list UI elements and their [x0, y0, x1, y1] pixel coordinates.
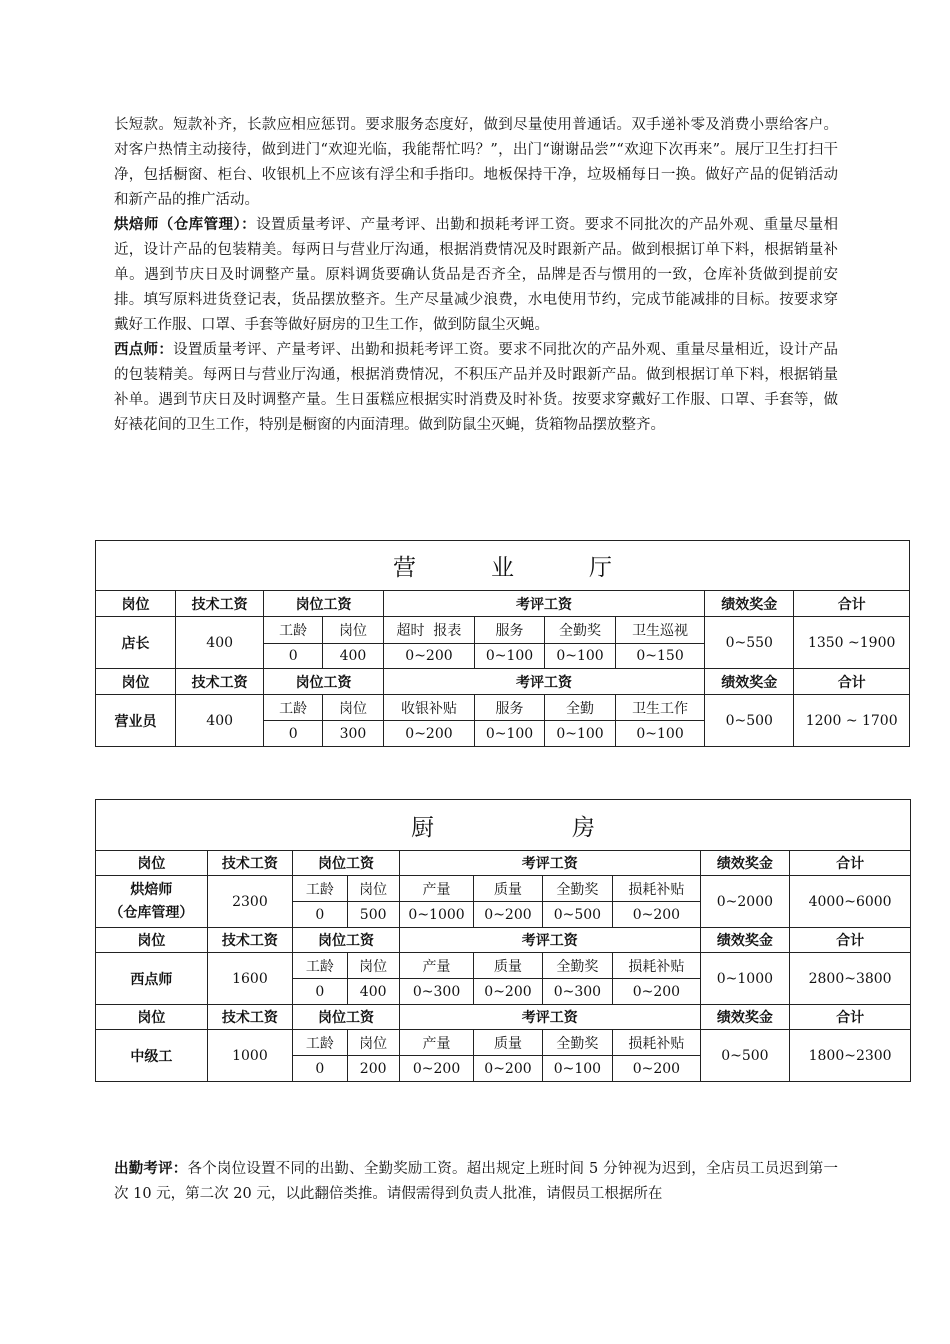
row-total: 2800~3800: [790, 953, 911, 1005]
sub-value: 0~100: [542, 1056, 612, 1082]
sub-value: 0~100: [475, 644, 545, 669]
row-position-line2: （仓库管理）: [109, 904, 194, 921]
header-tech-wage: 技术工资: [176, 669, 264, 695]
row-bonus: 0~550: [705, 617, 794, 669]
sub-label: 岗位: [347, 953, 399, 979]
sub-value: 0~100: [545, 644, 616, 669]
sub-label: 岗位: [347, 876, 399, 902]
kitchen-title-char: 厨: [411, 814, 434, 841]
paragraph-service: 长短款。短款补齐，长款应相应惩罚。要求服务态度好，做到尽量使用普通话。双手递补零及消费小票给客户。对客户热情主动接待，做到进门“欢迎光临，我能帮忙吗？”，出门“谢谢品尝”“欢迎下次再来”。展厅卫生打扫干净，包括橱窗、柜台、收银机上不应该有浮尘和手指印。地板保持干净，垃圾桶每日一换。做好产品的促销活动和新产品的推广活动。: [114, 117, 838, 208]
sub-value: 0~200: [474, 979, 542, 1005]
header-total: 合计: [790, 1005, 911, 1030]
sub-label: 质量: [474, 1030, 542, 1056]
sub-value: 0~500: [542, 902, 612, 928]
row-position: 店长: [96, 617, 176, 669]
sub-value: 0~200: [613, 902, 701, 928]
paragraph-pastry-text: 设置质量考评、产量考评、出勤和损耗考评工资。要求不同批次的产品外观、重量尽量相近，设计产品的包装精美。每两日与营业厅沟通，根据消费情况，不积压产品并及时跟新产品。做到根据订单下料，根据销量补单。遇到节庆日及时调整产量。生日蛋糕应根据实时消费及时补货。按要求穿戴好工作服、口罩、手套等，做好裱花间的卫生工作，特别是橱窗的内面清理。做到防鼠尘灭蝇，货箱物品摆放整齐。: [114, 342, 838, 433]
row-total: 1350 ~1900: [794, 617, 910, 669]
sub-label: 工龄: [264, 617, 323, 644]
sub-value: 500: [347, 902, 399, 928]
row-tech-wage: 2300: [207, 876, 293, 928]
sub-label: 产量: [399, 953, 473, 979]
sub-value: 0: [293, 979, 347, 1005]
header-bonus: 绩效奖金: [700, 1005, 790, 1030]
sub-label: 损耗补贴: [613, 1030, 701, 1056]
sub-label: 卫生工作: [615, 695, 704, 721]
hall-title-char: 营: [393, 555, 416, 581]
header-bonus: 绩效奖金: [705, 591, 794, 617]
row-total: 4000~6000: [790, 876, 911, 928]
header-position: 岗位: [96, 669, 176, 695]
header-post-wage: 岗位工资: [264, 591, 384, 617]
row-total: 1200 ~ 1700: [794, 695, 910, 747]
header-post-wage: 岗位工资: [293, 928, 400, 953]
sub-value: 0~200: [383, 721, 474, 747]
sub-value: 0: [264, 644, 323, 669]
sub-label: 工龄: [293, 1030, 347, 1056]
sub-value: 0: [293, 902, 347, 928]
header-total: 合计: [794, 591, 910, 617]
sub-label: 岗位: [347, 1030, 399, 1056]
sub-label: 岗位: [323, 617, 384, 644]
row-tech-wage: 400: [176, 695, 264, 747]
header-tech-wage: 技术工资: [176, 591, 264, 617]
header-post-wage: 岗位工资: [293, 851, 400, 876]
sub-label: 工龄: [264, 695, 323, 721]
sub-value: 400: [323, 644, 384, 669]
sub-value: 0~200: [474, 902, 542, 928]
sub-value: 0~150: [615, 644, 704, 669]
sub-value: 0~300: [399, 979, 473, 1005]
paragraph-baker-text: 设置质量考评、产量考评、出勤和损耗考评工资。要求不同批次的产品外观、重量尽量相近，设计产品的包装精美。每两日与营业厅沟通，根据消费情况及时跟新产品。做到根据订单下料，根据销量补单。遇到节庆日及时调整产量。原料调货要确认货品是否齐全，品牌是否与惯用的一致，仓库补货做到提前安排。填写原料进货登记表，货品摆放整齐。生产尽量减少浪费，水电使用节约，完成节能减排的目标。按要求穿戴好工作服、口罩、手套等做好厨房的卫生工作，做到防鼠尘灭蝇。: [114, 217, 839, 333]
header-position: 岗位: [96, 928, 208, 953]
header-total: 合计: [794, 669, 910, 695]
sub-label: 收银补贴: [383, 695, 474, 721]
kitchen-salary-table: [95, 799, 911, 1082]
paragraph-pastry-label: 西点师：: [114, 342, 174, 358]
header-total: 合计: [790, 851, 911, 876]
header-eval-wage: 考评工资: [399, 851, 700, 876]
header-position: 岗位: [96, 591, 176, 617]
hall-table-title: [96, 541, 910, 591]
sub-label: 损耗补贴: [613, 953, 701, 979]
header-post-wage: 岗位工资: [264, 669, 384, 695]
hall-title-char: 业: [491, 555, 514, 581]
hall-title-char: 厅: [589, 555, 612, 581]
sub-label: 全勤: [545, 695, 616, 721]
sub-label: 卫生巡视: [615, 617, 704, 644]
row-tech-wage: 1000: [207, 1030, 293, 1082]
sub-label: 服务: [475, 617, 545, 644]
header-post-wage: 岗位工资: [293, 1005, 400, 1030]
header-tech-wage: 技术工资: [207, 851, 293, 876]
kitchen-title-char: 房: [572, 814, 595, 841]
sub-label: 超时 报表: [383, 617, 474, 644]
sub-label: 损耗补贴: [613, 876, 701, 902]
sub-value: 300: [323, 721, 384, 747]
sub-label: 全勤奖: [542, 876, 612, 902]
kitchen-table-title: [96, 800, 911, 851]
header-eval-wage: 考评工资: [399, 1005, 700, 1030]
sub-value: 0~200: [613, 979, 701, 1005]
sub-value: 0~200: [399, 1056, 473, 1082]
sub-value: 0: [293, 1056, 347, 1082]
sub-label: 产量: [399, 1030, 473, 1056]
row-position: 营业员: [96, 695, 176, 747]
row-bonus: 0~2000: [700, 876, 790, 928]
body-text: [114, 113, 838, 438]
sub-label: 工龄: [293, 953, 347, 979]
paragraph-baker: [114, 213, 838, 338]
paragraph-attendance-label: 出勤考评：: [114, 1161, 188, 1177]
sub-value: 0~200: [613, 1056, 701, 1082]
paragraph-attendance: [114, 1157, 838, 1207]
header-tech-wage: 技术工资: [207, 1005, 293, 1030]
header-position: 岗位: [96, 851, 208, 876]
sub-value: 200: [347, 1056, 399, 1082]
row-position-line1: 烘焙师: [130, 881, 173, 898]
sub-value: 0~1000: [399, 902, 473, 928]
paragraph-baker-label: 烘焙师（仓库管理）：: [114, 217, 257, 233]
sub-label: 全勤奖: [545, 617, 616, 644]
sub-label: 服务: [475, 695, 545, 721]
hall-salary-table: [95, 540, 910, 747]
sub-value: 0~200: [383, 644, 474, 669]
sub-value: 0: [264, 721, 323, 747]
header-eval-wage: 考评工资: [383, 669, 704, 695]
header-bonus: 绩效奖金: [700, 851, 790, 876]
header-total: 合计: [790, 928, 911, 953]
sub-value: 0~300: [542, 979, 612, 1005]
header-bonus: 绩效奖金: [705, 669, 794, 695]
row-position: 西点师: [96, 953, 208, 1005]
header-tech-wage: 技术工资: [207, 928, 293, 953]
paragraph-pastry: [114, 338, 838, 438]
paragraph-attendance-text: 各个岗位设置不同的出勤、全勤奖励工资。超出规定上班时间 5 分钟视为迟到，全店员工员迟到第一次 10 元，第二次 20 元，以此翻倍类推。请假需得到负责人批准，请假员工根据所在: [114, 1161, 838, 1202]
header-eval-wage: 考评工资: [383, 591, 704, 617]
row-position: 中级工: [96, 1030, 208, 1082]
row-position: [96, 876, 208, 928]
sub-value: 0~100: [615, 721, 704, 747]
sub-label: 质量: [474, 953, 542, 979]
row-total: 1800~2300: [790, 1030, 911, 1082]
sub-label: 工龄: [293, 876, 347, 902]
sub-label: 岗位: [323, 695, 384, 721]
row-bonus: 0~1000: [700, 953, 790, 1005]
header-eval-wage: 考评工资: [399, 928, 700, 953]
sub-value: 0~200: [474, 1056, 542, 1082]
row-bonus: 0~500: [705, 695, 794, 747]
sub-label: 全勤奖: [542, 953, 612, 979]
sub-label: 产量: [399, 876, 473, 902]
header-position: 岗位: [96, 1005, 208, 1030]
row-tech-wage: 400: [176, 617, 264, 669]
sub-value: 400: [347, 979, 399, 1005]
sub-value: 0~100: [545, 721, 616, 747]
sub-label: 全勤奖: [542, 1030, 612, 1056]
row-bonus: 0~500: [700, 1030, 790, 1082]
sub-value: 0~100: [475, 721, 545, 747]
sub-label: 质量: [474, 876, 542, 902]
row-tech-wage: 1600: [207, 953, 293, 1005]
header-bonus: 绩效奖金: [700, 928, 790, 953]
